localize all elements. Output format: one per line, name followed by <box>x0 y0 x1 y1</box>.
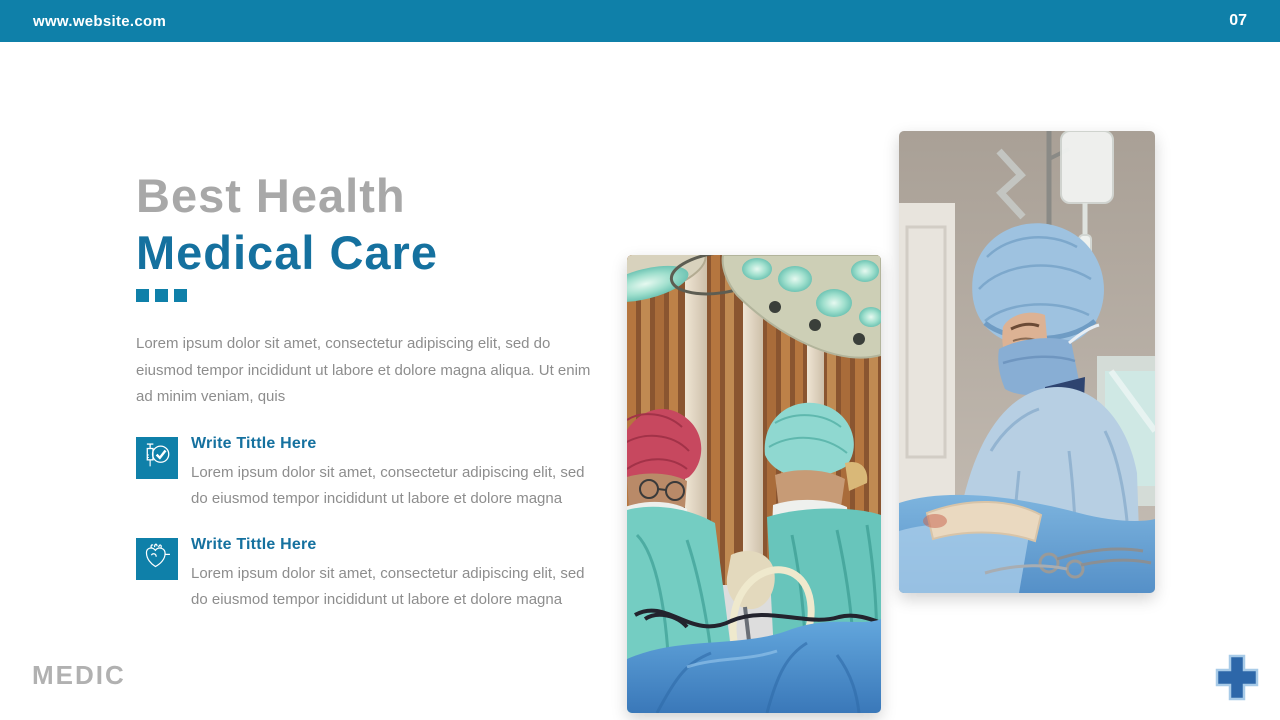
surgery-team-photo <box>627 255 881 713</box>
page-number: 07 <box>1229 12 1247 29</box>
feature-2-icon-box <box>136 538 178 580</box>
feature-2-body <box>191 535 591 613</box>
feature-1-title: Write Tittle Here <box>191 434 317 452</box>
accent-dots <box>136 289 598 302</box>
heart-icon <box>140 539 174 578</box>
title-line-2: Medical Care <box>136 226 438 279</box>
top-bar <box>0 0 1280 42</box>
accent-dot <box>155 289 168 302</box>
syringe-check-icon <box>140 438 174 477</box>
nurse-photo <box>899 131 1155 593</box>
accent-dot <box>136 289 149 302</box>
title-line-1: Best Health <box>136 169 406 222</box>
content-column <box>136 169 598 613</box>
medical-cross-icon <box>1215 654 1259 701</box>
feature-item-2 <box>136 535 598 613</box>
intro-paragraph: Lorem ipsum dolor sit amet, consectetur adipiscing elit, sed do eiusmod tempor incididunt ut labore et dolore magna aliqua. Ut enim ad minim veniam, quis <box>136 335 591 405</box>
medic-logo: MEDIC <box>32 660 126 690</box>
feature-2-text: Lorem ipsum dolor sit amet, consectetur adipiscing elit, sed do eiusmod tempor incididunt ut labore et dolore magna <box>191 564 585 608</box>
accent-dot <box>174 289 187 302</box>
feature-1-body <box>191 434 591 512</box>
feature-2-title: Write Tittle Here <box>191 535 317 553</box>
feature-1-icon-box <box>136 437 178 479</box>
feature-1-text: Lorem ipsum dolor sit amet, consectetur adipiscing elit, sed do eiusmod tempor incididunt ut labore et dolore magna <box>191 463 585 507</box>
website-url: www.website.com <box>33 12 167 30</box>
feature-item-1 <box>136 434 598 512</box>
